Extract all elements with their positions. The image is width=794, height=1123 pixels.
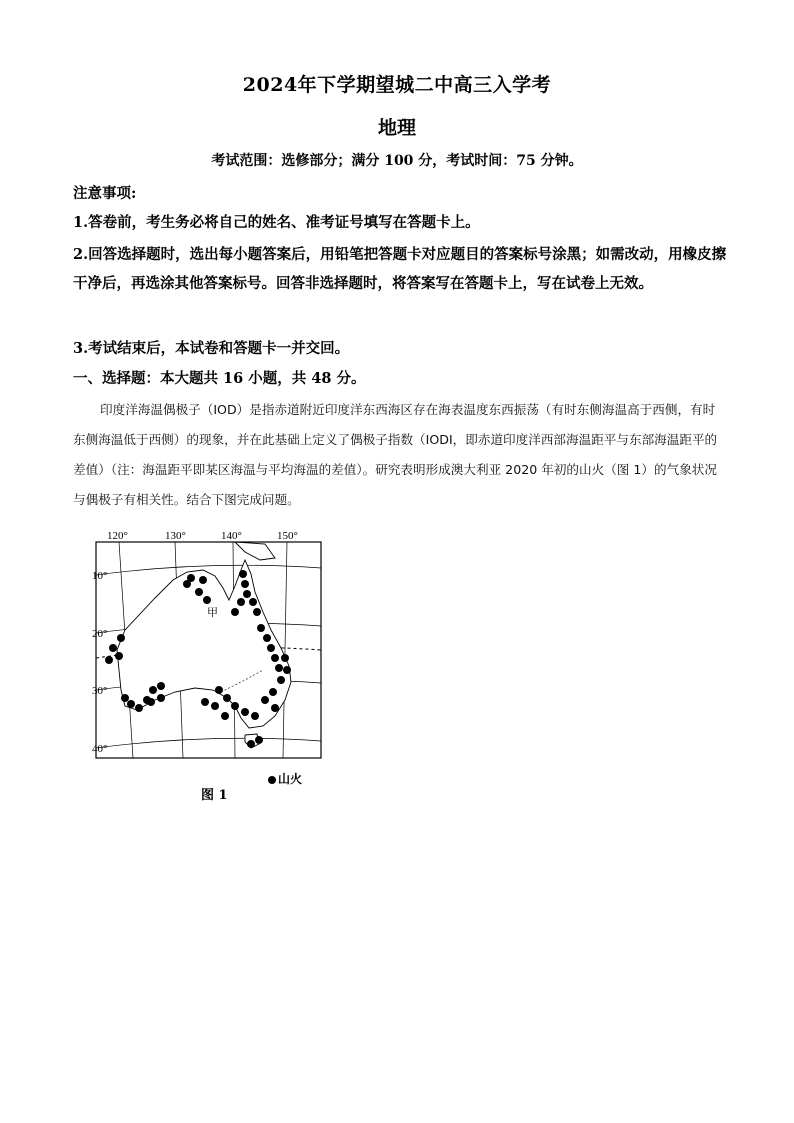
fire-point: [261, 696, 269, 704]
subject-title: 地理: [377, 117, 416, 139]
lat-label-30: 30°: [92, 685, 108, 697]
longitude-line-150: [283, 542, 287, 758]
section-heading: 一、选择题：本大题共 16 小题，共 48 分。: [73, 370, 366, 387]
fire-point: [203, 596, 211, 604]
fire-point: [271, 704, 279, 712]
fire-point: [267, 644, 275, 652]
latitude-line-40: [96, 738, 321, 748]
fire-point: [231, 608, 239, 616]
fire-point: [243, 590, 251, 598]
fire-point: [241, 580, 249, 588]
fire-point: [231, 702, 239, 710]
fire-point: [127, 700, 135, 708]
fire-point: [255, 736, 263, 744]
lon-label-140: 140°: [221, 530, 242, 542]
fire-point: [247, 740, 255, 748]
fire-point: [199, 576, 207, 584]
note-item-1: 1.答卷前，考生务必将自己的姓名、准考证号填写在答题卡上。: [73, 214, 480, 231]
note-item-2: 2.回答选择题时，选出每小题答案后，用铅笔把答题卡对应题目的答案标号涂黑；如需改动，用橡皮擦干净后，再选涂其他答案标号。回答非选择题时，将答案写在答题卡上，写在试卷上无效。: [73, 246, 727, 292]
fire-point: [257, 624, 265, 632]
fire-point: [105, 656, 113, 664]
lon-label-120: 120°: [107, 530, 128, 542]
fire-point: [183, 580, 191, 588]
note-item-3: 3.考试结束后，本试卷和答题卡一并交回。: [73, 340, 350, 357]
fire-point: [115, 652, 123, 660]
fire-point: [215, 686, 223, 694]
place-label-jia: 甲: [207, 607, 218, 619]
map-legend: [268, 770, 302, 787]
fire-point: [263, 634, 271, 642]
fire-point: [269, 688, 277, 696]
fire-point: [241, 708, 249, 716]
fire-point: [221, 712, 229, 720]
lon-label-130: 130°: [165, 530, 186, 542]
fire-point: [149, 686, 157, 694]
fire-legend-icon: [268, 776, 276, 784]
fire-point: [237, 598, 245, 606]
fire-point: [201, 698, 209, 706]
fire-point: [109, 644, 117, 652]
notes-heading: 注意事项:: [73, 185, 137, 202]
legend-label: 山火: [278, 772, 303, 786]
fire-point: [271, 654, 279, 662]
fire-point: [251, 712, 259, 720]
fire-point: [283, 666, 291, 674]
australia-fire-map: [92, 530, 325, 770]
fire-point: [135, 704, 143, 712]
lat-label-10: 10°: [92, 570, 108, 582]
lat-label-40: 40°: [92, 743, 108, 755]
exam-title: 2024年下学期望城二中高三入学考: [242, 74, 552, 96]
fire-point: [157, 682, 165, 690]
lat-label-20: 20°: [92, 628, 108, 640]
fire-point: [121, 694, 129, 702]
fire-point: [195, 588, 203, 596]
fire-point: [117, 634, 125, 642]
fire-point: [239, 570, 247, 578]
fire-point: [281, 654, 289, 662]
figure-caption: 图 1: [201, 788, 228, 803]
fire-point: [157, 694, 165, 702]
exam-scope: 考试范围：选修部分；满分 100 分，考试时间：75 分钟。: [211, 153, 583, 169]
lon-label-150: 150°: [277, 530, 298, 542]
fire-point: [223, 694, 231, 702]
passage-text: 印度洋海温偶极子（IOD）是指赤道附近印度洋东西海区存在海表温度东西振荡（有时东侧海温高于西侧，有时东侧海温低于西侧）的现象，并在此基础上定义了偶极子指数（IODI，即赤道印度洋西部海温距平与东部海温距平的差值）（注：海温距平即某区海温与平均海温的差值）。研究表明形成澳大利亚 2020 年初的山火（图 1）的气象状况与偶极子有相关性。结合下图完成问题。: [73, 402, 718, 507]
fire-point: [277, 676, 285, 684]
new-guinea-outline: [235, 542, 275, 560]
fire-point: [275, 664, 283, 672]
fire-point: [211, 702, 219, 710]
fire-point: [249, 598, 257, 606]
fire-point: [147, 698, 155, 706]
fire-point: [253, 608, 261, 616]
